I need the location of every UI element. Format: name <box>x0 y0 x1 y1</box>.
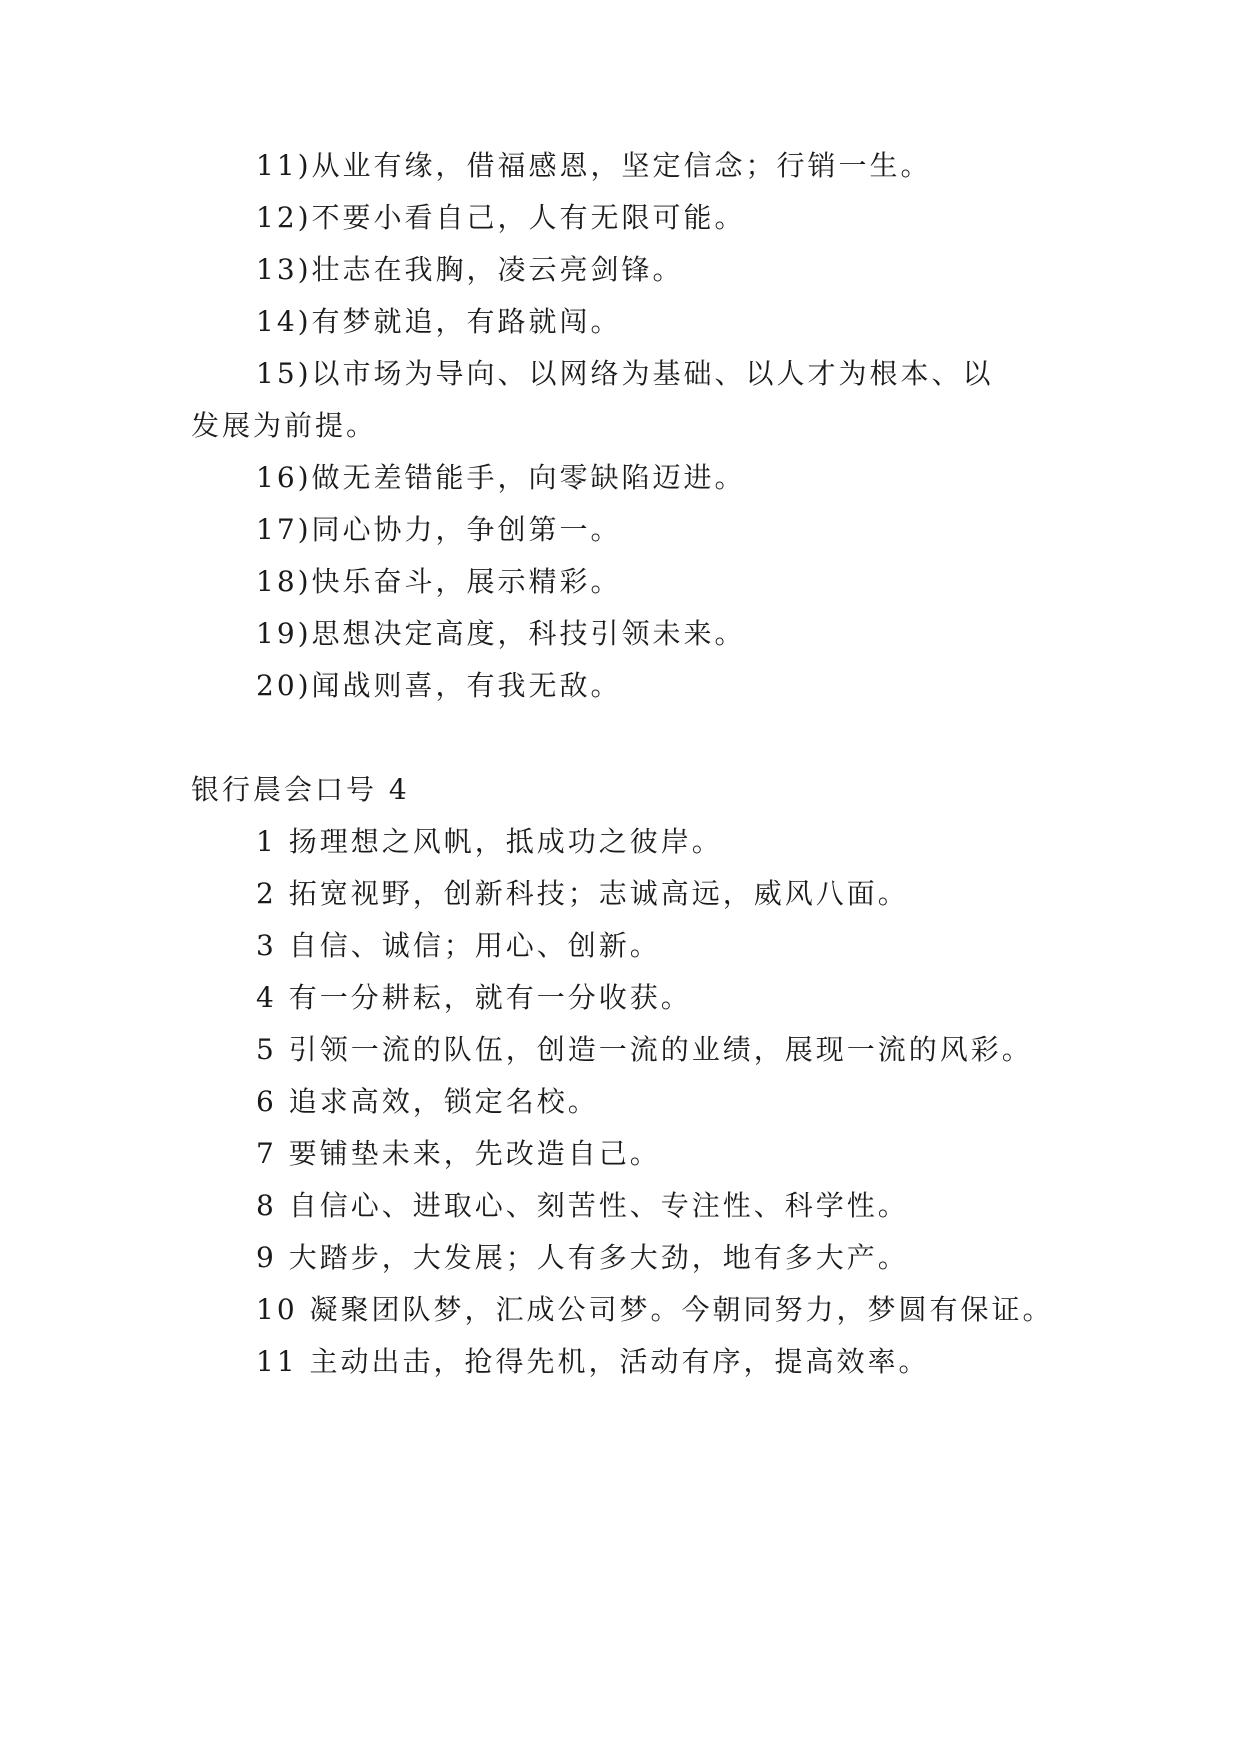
slogan-item-3: 3 自信、诚信；用心、创新。 <box>256 929 661 962</box>
slogan-line-11: 11)从业有缘，借福感恩，坚定信念；行销一生。 <box>256 149 932 182</box>
slogan-line-20: 20)闻战则喜，有我无敌。 <box>256 669 622 702</box>
section-heading: 银行晨会口号 4 <box>191 773 410 806</box>
slogan-line-19: 19)思想决定高度，科技引领未来。 <box>256 617 746 650</box>
slogan-item-6: 6 追求高效，锁定名校。 <box>256 1085 599 1118</box>
slogan-item-10: 10 凝聚团队梦，汇成公司梦。今朝同努力，梦圆有保证。 <box>256 1293 1054 1326</box>
slogan-line-15: 15)以市场为导向、以网络为基础、以人才为根本、以 <box>256 357 994 390</box>
slogan-line-13: 13)壮志在我胸，凌云亮剑锋。 <box>256 253 684 286</box>
slogan-line-14: 14)有梦就追，有路就闯。 <box>256 305 622 338</box>
slogan-line-18: 18)快乐奋斗，展示精彩。 <box>256 565 622 598</box>
slogan-line-16: 16)做无差错能手，向零缺陷迈进。 <box>256 461 746 494</box>
slogan-item-4: 4 有一分耕耘，就有一分收获。 <box>256 981 692 1014</box>
slogan-item-5: 5 引领一流的队伍，创造一流的业绩，展现一流的风彩。 <box>256 1033 1033 1066</box>
slogan-item-1: 1 扬理想之风帆，抵成功之彼岸。 <box>256 825 723 858</box>
slogan-item-11: 11 主动出击，抢得先机，活动有序，提高效率。 <box>256 1345 930 1378</box>
slogan-line-12: 12)不要小看自己，人有无限可能。 <box>256 201 746 234</box>
slogan-item-8: 8 自信心、进取心、刻苦性、专注性、科学性。 <box>256 1189 909 1222</box>
slogan-item-2: 2 拓宽视野，创新科技；志诚高远，威风八面。 <box>256 877 909 910</box>
slogan-line-15-continued: 发展为前提。 <box>191 409 378 442</box>
slogan-item-9: 9 大踏步，大发展；人有多大劲，地有多大产。 <box>256 1241 909 1274</box>
slogan-item-7: 7 要铺垫未来，先改造自己。 <box>256 1137 661 1170</box>
slogan-line-17: 17)同心协力，争创第一。 <box>256 513 622 546</box>
